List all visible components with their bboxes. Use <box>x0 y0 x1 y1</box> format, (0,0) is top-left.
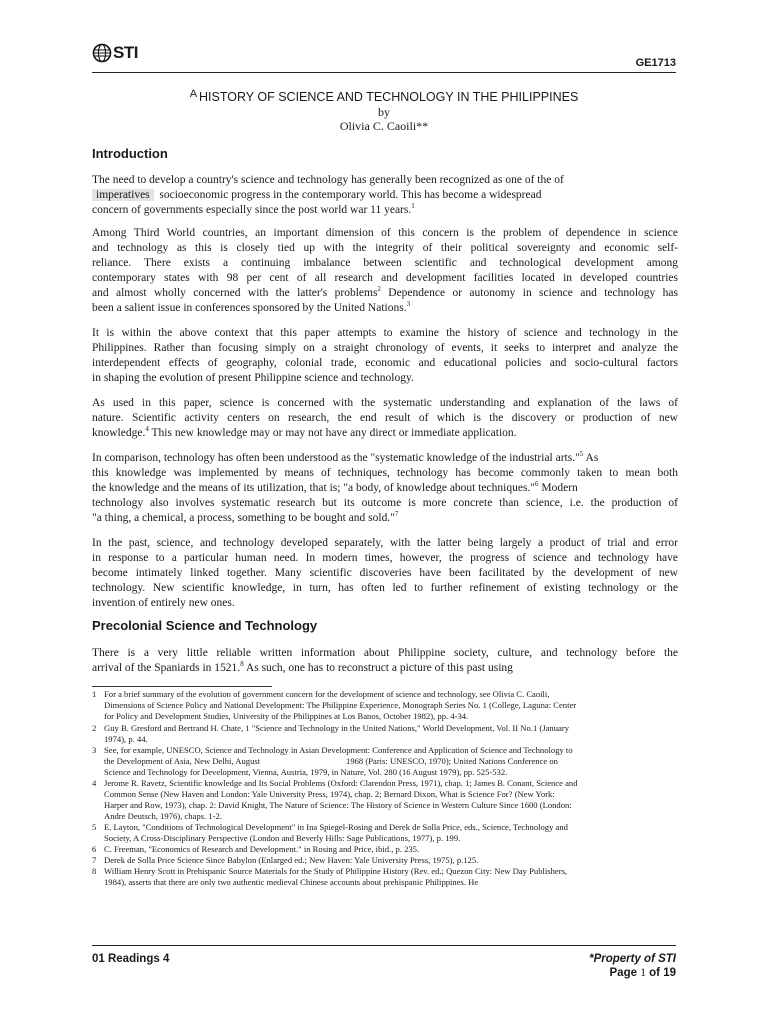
body-line: There is a very little reliable written information about Philippine society, culture, and technology before the <box>92 647 678 659</box>
body-line <box>92 188 678 203</box>
footnote-ref: 7 <box>394 511 399 519</box>
highlighted-word: imperatives <box>92 189 154 201</box>
footnote-ref: 1 <box>411 203 415 211</box>
footnote-line: the Development of Asia, New Delhi, August 1968 (Paris: UNESCO, 1970); United Nations Conference on <box>104 756 558 766</box>
footnote-number: 8 <box>92 866 97 876</box>
body-line: In the past, science, and technology developed separately, with the latter being largely a product of trial and error <box>92 537 678 549</box>
body-text: and almost wholly concerned with the latter's problems <box>92 287 378 299</box>
body-text: As such, one has to reconstruct a picture of this past using <box>243 662 513 674</box>
footnote <box>92 778 678 789</box>
footnote-number: 4 <box>92 778 97 788</box>
footnote <box>92 855 678 866</box>
body-line: and technology as this is closely tied up with the integrity of their political sovereignty and economic self- <box>92 242 678 254</box>
body-line: become intimately linked together. Many scientific discoveries have been facilitated by the development of new <box>92 567 678 579</box>
body-text: arrival of the Spaniards in 1521. <box>92 662 241 674</box>
footnote <box>92 689 678 700</box>
footer-page-number <box>610 967 677 979</box>
header-rule <box>92 72 676 73</box>
footer-rule <box>92 945 676 946</box>
footnote-ref: 6 <box>535 481 539 489</box>
footnote-text: C. Freeman, "Economics of Research and Development." in Rosing and Price, ibid., p. 235. <box>104 844 420 854</box>
footnote-line: 1984), asserts that there are only two authentic medieval Chinese accounts about prehispanic Philippines. He <box>104 877 479 887</box>
footnote-line: for Policy and Development Studies, University of the Philippines at Los Banos, October 1982), pp. 4-34. <box>104 711 469 721</box>
body-line: in response to a particular human need. In modern times, however, the progress of science and technology have <box>92 552 678 564</box>
body-text: concern of governments especially since the post world war 11 years. <box>92 204 412 216</box>
body-line <box>92 511 678 526</box>
body-line <box>92 661 678 676</box>
body-line: technology also involves systematic research but its outcome is more concrete than science, i.e. the production of <box>92 497 678 509</box>
body-text: knowledge. <box>92 427 146 439</box>
body-text: As <box>583 452 599 464</box>
body-text: Dependence or autonomy in science and technology has <box>380 287 678 299</box>
body-text: socioeconomic progress in the contemporary world. This has become a widespread <box>159 189 542 201</box>
author: Olivia C. Caoili** <box>339 119 429 133</box>
page-label: Page <box>609 967 637 979</box>
body-text: been a salient issue in conferences sponsored by the United Nations. <box>92 302 407 314</box>
body-line: nature. Scientific activity centers on research, the end result of which is the discovery or production of new <box>92 412 678 424</box>
footnote-line: Society, A Cross-Disciplinary Perspective (London and Beverly Hills: Sage Publications, 1977), p. 199. <box>104 833 461 843</box>
footnote <box>92 822 678 833</box>
footnote-text: For a brief summary of the evolution of government concern for the development of science and technology, see Olivia C. Caoili, <box>104 689 550 699</box>
body-line: this knowledge was implemented by means of techniques, technology has become commonly taken to mean both <box>92 467 678 479</box>
body-line: As used in this paper, science is concerned with the systematic understanding and explanation of the laws of <box>92 397 678 409</box>
footnote-number: 3 <box>92 745 97 755</box>
section-heading-precolonial: Precolonial Science and Technology <box>92 618 318 633</box>
footer-property: *Property of STI <box>589 953 676 965</box>
footnote <box>92 844 678 855</box>
byline: by <box>378 105 390 119</box>
footnote-line: Dimensions of Science Policy and National Development: The Philippine Experience, Monograph Series No. 1 (College, Laguna: Center <box>104 700 577 710</box>
footnote-ref: 8 <box>240 661 244 669</box>
body-line: It is within the above context that this paper attempts to examine the history of science and technology in the <box>92 327 678 339</box>
body-line: technology. New scientific knowledge, in turn, has often led to further refinement of existing technology or the <box>92 582 678 594</box>
footnote <box>92 723 678 734</box>
body-line <box>92 286 678 301</box>
footnote-number: 1 <box>92 689 97 699</box>
footnote-ref: 5 <box>579 451 584 459</box>
footnote-number: 7 <box>92 855 97 865</box>
body-line <box>92 301 678 316</box>
footnote-text: William Henry Scott in Prehispanic Source Materials for the Study of Philippine History (Rev. ed.; Quezon City: New Day Publishers, <box>104 866 568 876</box>
footnote <box>92 745 678 756</box>
body-line <box>92 426 678 441</box>
footnote-line: Science and Technology for Development, Vienna, Austria, 1979, in Nature, Vol. 280 (16 August 1979), pp. 525-532. <box>104 767 508 777</box>
footnote-text: Derek de Solla Price Science Since Babylon (Enlarged ed.; New Haven: Yale University Press, 1975), p.125. <box>104 855 479 865</box>
logo-text: STI <box>113 43 138 62</box>
body-line: contemporary states with 98 per cent of all research and development facilities located in developed countries <box>92 272 678 284</box>
footnote-number: 6 <box>92 844 97 854</box>
body-line: invention of entirely new ones. <box>92 597 235 609</box>
footnote-text: E. Layton, "Conditions of Technological Development" in Ina Spiegel-Rosing and Derek de Solla Price, eds., Science, Technology and <box>104 822 568 832</box>
body-line: The need to develop a country's science and technology has generally been recognized as one of the of <box>92 174 564 186</box>
footnote-number: 2 <box>92 723 97 733</box>
globe-icon <box>92 43 112 63</box>
body-text: This new knowledge may or may not have any direct or immediate application. <box>148 427 517 439</box>
footnote-line: Andre Deutsch, 1976), chaps. 1-2. <box>104 811 222 821</box>
footnote-line: 1974), p. 44. <box>104 734 148 744</box>
title-text: HISTORY OF SCIENCE AND TECHNOLOGY IN THE PHILIPPINES <box>199 90 579 104</box>
body-line: in shaping the evolution of present Philippine science and technology. <box>92 372 414 384</box>
body-text: "a thing, a chemical, a process, something to be bought and sold." <box>92 512 395 524</box>
footnote-ref: 4 <box>145 426 149 434</box>
title-prefix: A <box>189 88 198 100</box>
footnote-number: 5 <box>92 822 97 832</box>
footer-module: 01 Readings 4 <box>92 953 170 965</box>
body-line <box>92 203 678 218</box>
sti-logo <box>92 42 152 64</box>
footnote-ref: 3 <box>406 301 411 309</box>
body-text: Modern <box>538 482 578 494</box>
body-line: interdependent effects of geography, colonial trade, economic and educational policies and socio-cultural factors <box>92 357 678 369</box>
footnote-line: Harper and Row, 1973), chap. 2: David Knight, The Nature of Science: The History of Science in Western Culture Since 1600 (London: <box>104 800 572 810</box>
footnote-text: Jerome R. Ravetz, Scientific knowledge and Its Social Problems (Oxford: Clarendon Press, 1971), chap. 1; James B. Conant, Science and <box>104 778 578 788</box>
footnote-ref: 2 <box>377 286 381 294</box>
body-text: In comparison, technology has often been understood as the "systematic knowledge of the industrial arts." <box>92 452 580 464</box>
section-heading-introduction: Introduction <box>92 146 168 161</box>
footnote <box>92 866 678 877</box>
footnote-line: Common Sense (New Haven and London: Yale University Press, 1974), chap. 2; Bernard Dixon, What is Science For? (New York: <box>104 789 555 799</box>
body-line: Among Third World countries, an important dimension of this concern is the problem of dependence in science <box>92 227 678 239</box>
footnote-text: See, for example, UNESCO, Science and Technology in Asian Development: Conference and Application of Science and Technology to <box>104 745 573 755</box>
document-title <box>92 88 676 104</box>
footnote-rule <box>92 686 272 687</box>
course-code: GE1713 <box>635 57 676 69</box>
body-line: reliance. There exists a continuing imbalance between scientific and technological development among <box>92 257 678 269</box>
page-total: of 19 <box>649 967 676 979</box>
footnote-text: Guy B. Gresford and Bertrand H. Chate, 1 "Science and Technology in the United Nations," World Development, Vol. II No.1 (January <box>104 723 569 733</box>
body-line <box>92 451 678 466</box>
body-line <box>92 481 678 496</box>
page-current: 1 <box>640 967 646 979</box>
body-text: the knowledge and the means of its utilization, that is; "a body, of knowledge about techniques." <box>92 482 535 494</box>
body-line: Philippines. Rather than focusing simply on a straight chronology of events, it seeks to interpret and analyze the <box>92 342 678 354</box>
